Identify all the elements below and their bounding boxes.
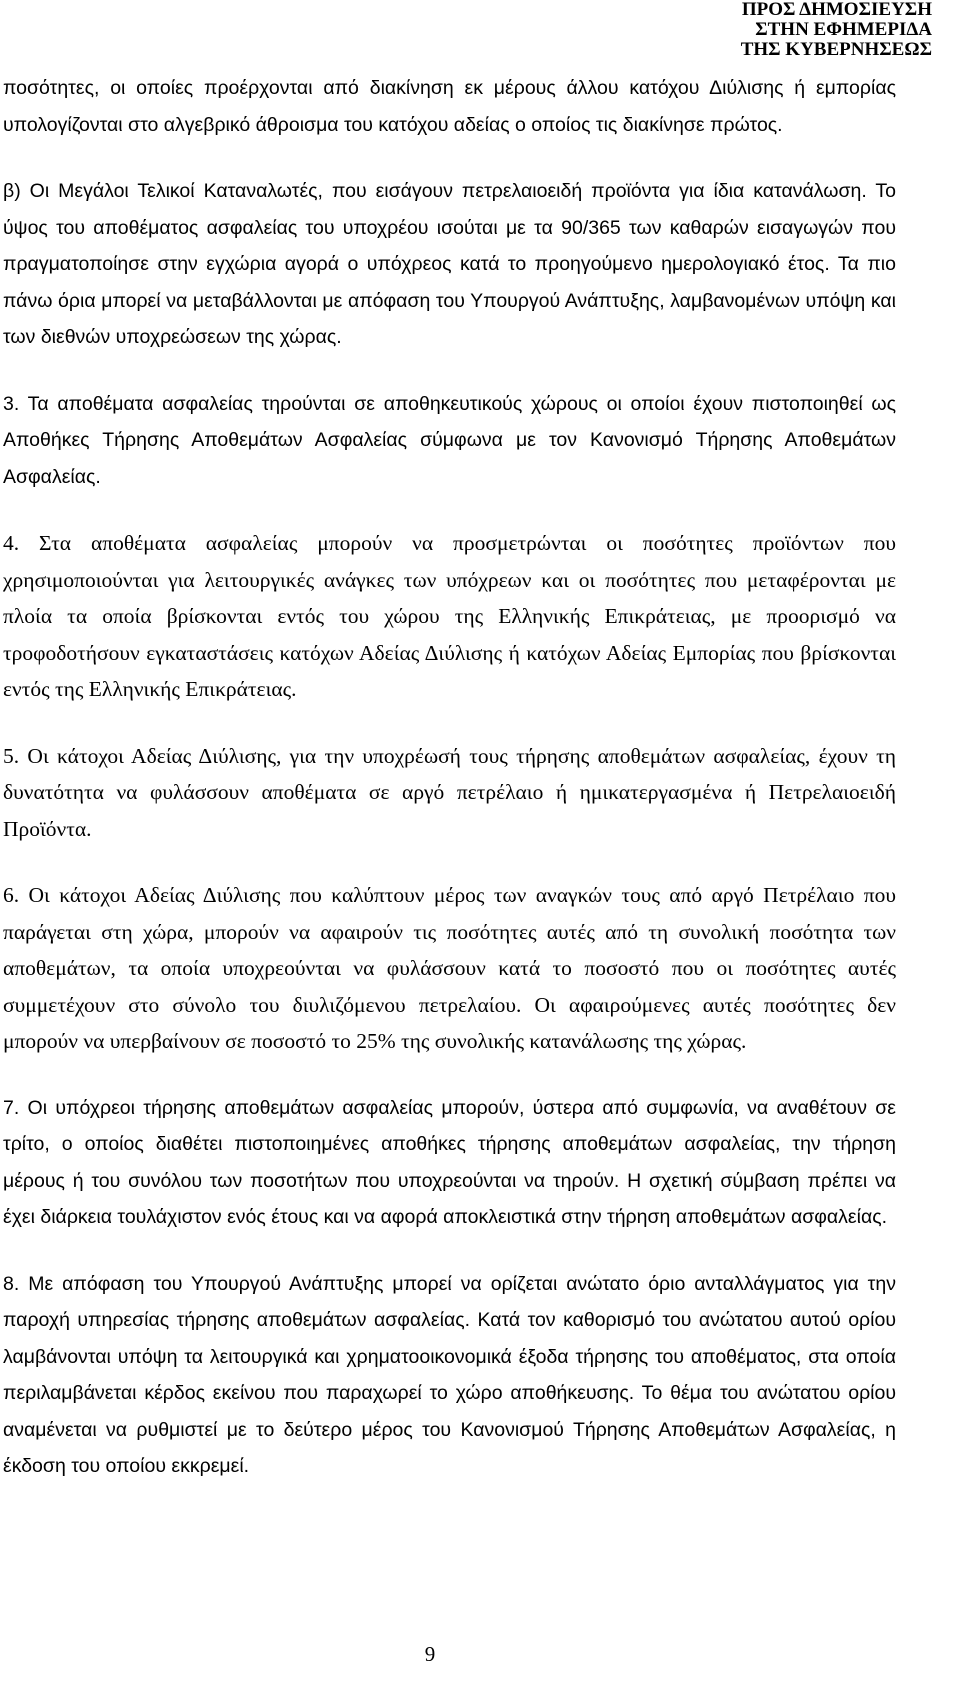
paragraph-b: β) Οι Μεγάλοι Τελικοί Καταναλωτές, που εισάγουν πετρελαιοειδή προϊόντα για ίδια κατανάλωση. Το ύψος του αποθέματος ασφαλείας του υποχρέου ισούται με τα 90/365 των καθαρών εισαγωγών που πραγματοποίησε στην εγχώρια αγορά ο υπόχρεος κατά το προηγούμενο ημερολογιακό έτος. Τα πιο πάνω όρια μπορεί να μεταβάλλονται με απόφαση του Υπουργού Ανάπτυξης, λαμβανομένων υπόψη και των διεθνών υποχρεώσεων της χώρας. bbox=[3, 180, 896, 348]
paragraph-7: 7. Οι υπόχρεοι τήρησης αποθεμάτων ασφαλείας μπορούν, ύστερα από συμφωνία, να αναθέτουν σε τρίτο, ο οποίος διαθέτει πιστοποιημένες αποθήκες τήρησης αποθεμάτων ασφαλείας, την τήρηση μέρους ή του συνόλου των ποσοτήτων που υποχρεούνται να τηρούν. Η σχετική σύμβαση πρέπει να έχει διάρκεια τουλάχιστον ενός έτους και να αφορά αποκλειστικά στην τήρηση αποθεμάτων ασφαλείας. bbox=[3, 1096, 896, 1228]
header-line-3: ΤΗΣ ΚΥΒΕΡΝΗΣΕΩΣ bbox=[740, 39, 932, 60]
paragraph-4: 4. Στα αποθέματα ασφαλείας μπορούν να προσμετρώνται οι ποσότητες προϊόντων που χρησιμοποιούνται για λειτουργικές ανάγκες των υπόχρεων και οι ποσότητες που μεταφέρονται με πλοία τα οποία βρίσκονται εντός του χώρου της Ελληνικής Επικράτειας, με προορισμό να τροφοδοτήσουν εγκαταστάσεις κατόχων Αδείας Διύλισης ή κατόχων Αδείας Εμπορίας που βρίσκονται εντός της Ελληνικής Επικράτειας. bbox=[3, 531, 896, 701]
paragraph-3: 3. Τα αποθέματα ασφαλείας τηρούνται σε αποθηκευτικούς χώρους οι οποίοι έχουν πιστοποιηθεί ως Αποθήκες Τήρησης Αποθεμάτων Ασφαλείας σύμφωνα με τον Κανονισμό Τήρησης Αποθεμάτων Ασφαλείας. bbox=[3, 392, 896, 488]
paragraph-6: 6. Οι κάτοχοι Αδείας Διύλισης που καλύπτουν μέρος των αναγκών τους από αργό Πετρέλαιο που παράγεται στη χώρα, μπορούν να αφαιρούν τις ποσότητες αυτές από τη συνολική ποσότητα των αποθεμάτων, τα οποία υποχρεούνται να φυλάσσουν κατά το ποσοστό που οι ποσότητες αυτές συμμετέχουν στο σύνολο του διυλιζόμενου πετρελαίου. Οι αφαιρούμενες αυτές ποσότητες δεν μπορούν να υπερβαίνουν σε ποσοστό το 25% της συνολικής κατανάλωσης της χώρας. bbox=[3, 883, 896, 1053]
header-line-2: ΣΤΗΝ ΕΦΗΜΕΡΙΔΑ bbox=[755, 19, 932, 40]
paragraph-5: 5. Οι κάτοχοι Αδείας Διύλισης, για την υποχρέωσή τους τήρησης αποθεμάτων ασφαλείας, έχουν τη δυνατότητα να φυλάσσουν αποθέματα σε αργό πετρέλαιο ή ημικατεργασμένα ή Πετρελαιοειδή Προϊόντα. bbox=[3, 743, 896, 841]
paragraph-8: 8. Με απόφαση του Υπουργού Ανάπτυξης μπορεί να ορίζεται ανώτατο όριο ανταλλάγματος για την παροχή υπηρεσίας τήρησης αποθεμάτων ασφαλείας. Κατά τον καθορισμό του ανώτατου αυτού ορίου λαμβάνονται υπόψη τα λειτουργικά και χρηματοοικονομικά έξοδα τήρησης του αποθέματος, στα οποία περιλαμβάνεται κέρδος εκείνου που παραχωρεί το χώρο αποθήκευσης. Το θέμα του ανώτατου ορίου αναμένεται να ρυθμιστεί με το δεύτερο μέρος του Κανονισμού Τήρησης Αποθεμάτων Ασφαλείας, η έκδοση του οποίου εκκρεμεί. bbox=[3, 1272, 896, 1477]
header-line-1: ΠΡΟΣ ΔΗΜΟΣΙΕΥΣΗ bbox=[741, 0, 932, 20]
page-number: 9 bbox=[424, 1642, 436, 1666]
publication-header bbox=[741, 0, 932, 60]
document-body bbox=[3, 70, 896, 1515]
paragraph-continuation: ποσότητες, οι οποίες προέρχονται από διακίνηση εκ μέρους άλλου κατόχου Διύλισης ή εμπορίας υπολογίζονται στο αλγεβρικό άθροισμα του κατόχου αδείας ο οποίος τις διακίνησε πρώτος. bbox=[3, 77, 896, 136]
